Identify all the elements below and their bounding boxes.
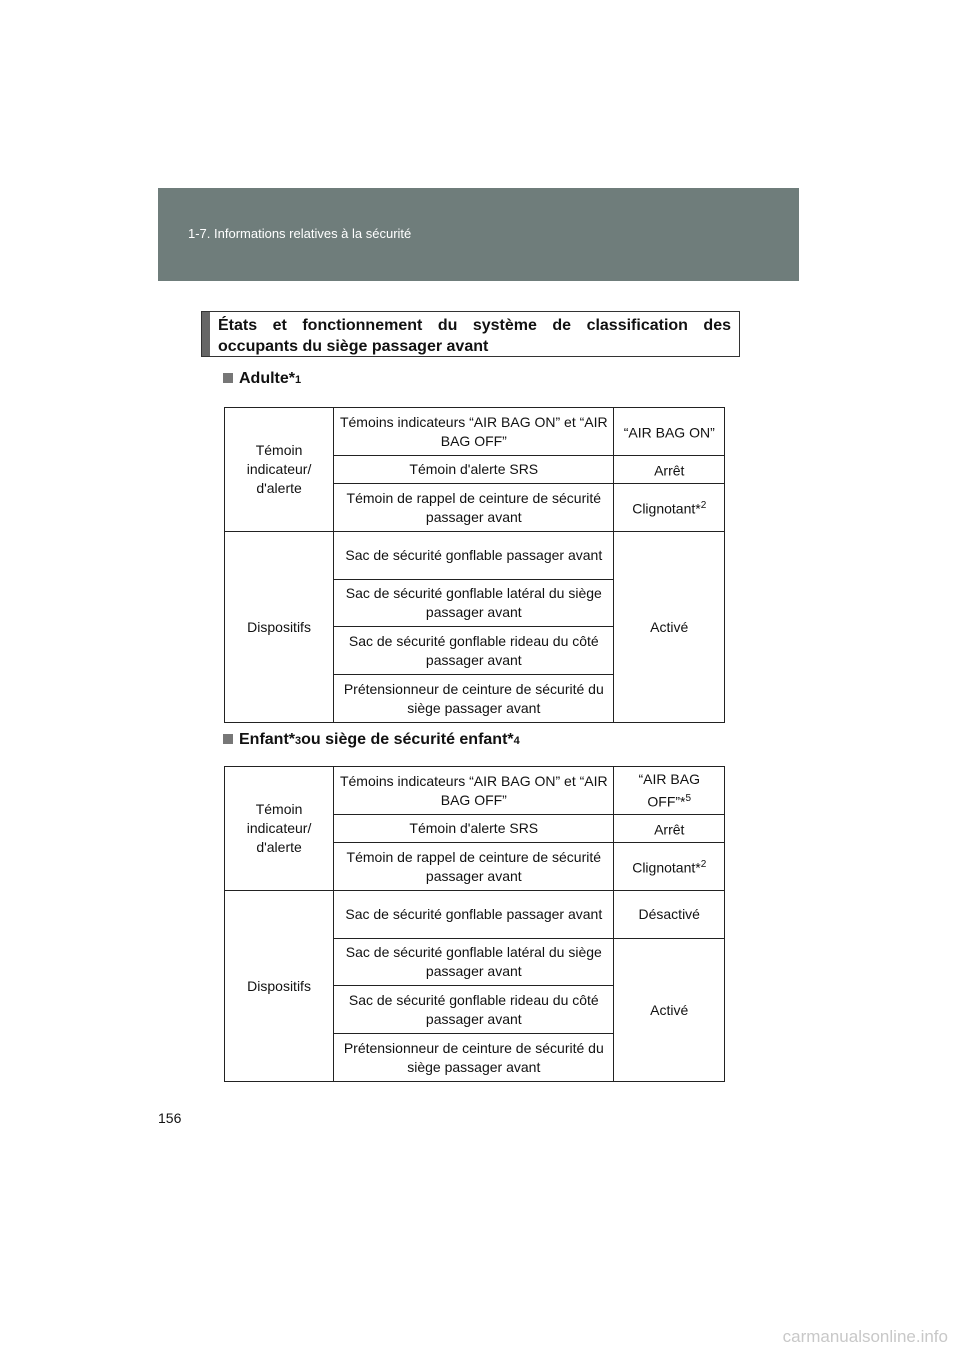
devices-group-cell: Dispositifs	[225, 532, 334, 723]
section-title-box	[201, 311, 740, 357]
page-number: 156	[158, 1110, 182, 1126]
table-cell: Sac de sécurité gonflable latéral du siège passager avant	[334, 939, 614, 986]
table-cell: Prétensionneur de ceinture de sécurité du siège passager avant	[334, 675, 614, 723]
table-cell: Témoin de rappel de ceinture de sécurité passager avant	[334, 484, 614, 532]
table-cell: Sac de sécurité gonflable rideau du côté passager avant	[334, 627, 614, 675]
square-bullet-icon	[223, 734, 233, 744]
chapter-title: 1-7. Informations relatives à la sécurité	[188, 226, 412, 241]
child-table	[224, 766, 725, 1082]
indicator-group-cell: Témoin indicateur/ d'alerte	[225, 408, 334, 532]
table-cell: Témoin d'alerte SRS	[334, 456, 614, 484]
footnote-ref: 1	[295, 374, 302, 386]
table-cell: Prétensionneur de ceinture de sécurité du siège passager avant	[334, 1034, 614, 1082]
adult-table	[224, 407, 725, 723]
status-cell: Activé	[614, 532, 725, 723]
section-title-bar	[202, 312, 210, 356]
watermark: carmanualsonline.info	[782, 1327, 948, 1346]
table-cell: Témoin de rappel de ceinture de sécurité passager avant	[334, 843, 614, 891]
table-cell: Témoins indicateurs “AIR BAG ON” et “AIR BAG OFF”	[334, 408, 614, 456]
status-cell: “AIR BAG OFF”*$^5$	[614, 767, 725, 815]
table-cell: Sac de sécurité gonflable rideau du côté passager avant	[334, 986, 614, 1034]
child-label-cont: ou siège de sécurité enfant*	[301, 731, 514, 748]
table-cell: Sac de sécurité gonflable latéral du siège passager avant	[334, 580, 614, 627]
table-cell: Témoins indicateurs “AIR BAG ON” et “AIR BAG OFF”	[334, 767, 614, 815]
adult-label: Adulte*	[239, 370, 295, 387]
status-cell: Clignotant*$^2$	[614, 843, 725, 891]
child-label: Enfant*	[239, 731, 295, 748]
section-title: États et fonctionnement du système de classification des occupants du siège passager avant	[218, 317, 731, 355]
indicator-group-cell: Témoin indicateur/ d'alerte	[225, 767, 334, 891]
adult-heading	[223, 370, 301, 388]
footnote-ref: 3	[295, 735, 302, 747]
table-cell: Sac de sécurité gonflable passager avant	[334, 532, 614, 580]
status-cell: Arrêt	[614, 815, 725, 843]
square-bullet-icon	[223, 373, 233, 383]
status-cell: Clignotant*$^2$	[614, 484, 725, 532]
chapter-header	[158, 188, 799, 281]
status-cell: Désactivé	[614, 891, 725, 939]
devices-group-cell: Dispositifs	[225, 891, 334, 1082]
table-cell: Sac de sécurité gonflable passager avant	[334, 891, 614, 939]
child-heading	[223, 731, 520, 749]
table-cell: Témoin d'alerte SRS	[334, 815, 614, 843]
footnote-ref: 4	[513, 735, 520, 747]
status-cell: “AIR BAG ON”	[614, 408, 725, 456]
status-cell: Arrêt	[614, 456, 725, 484]
status-cell: Activé	[614, 939, 725, 1082]
